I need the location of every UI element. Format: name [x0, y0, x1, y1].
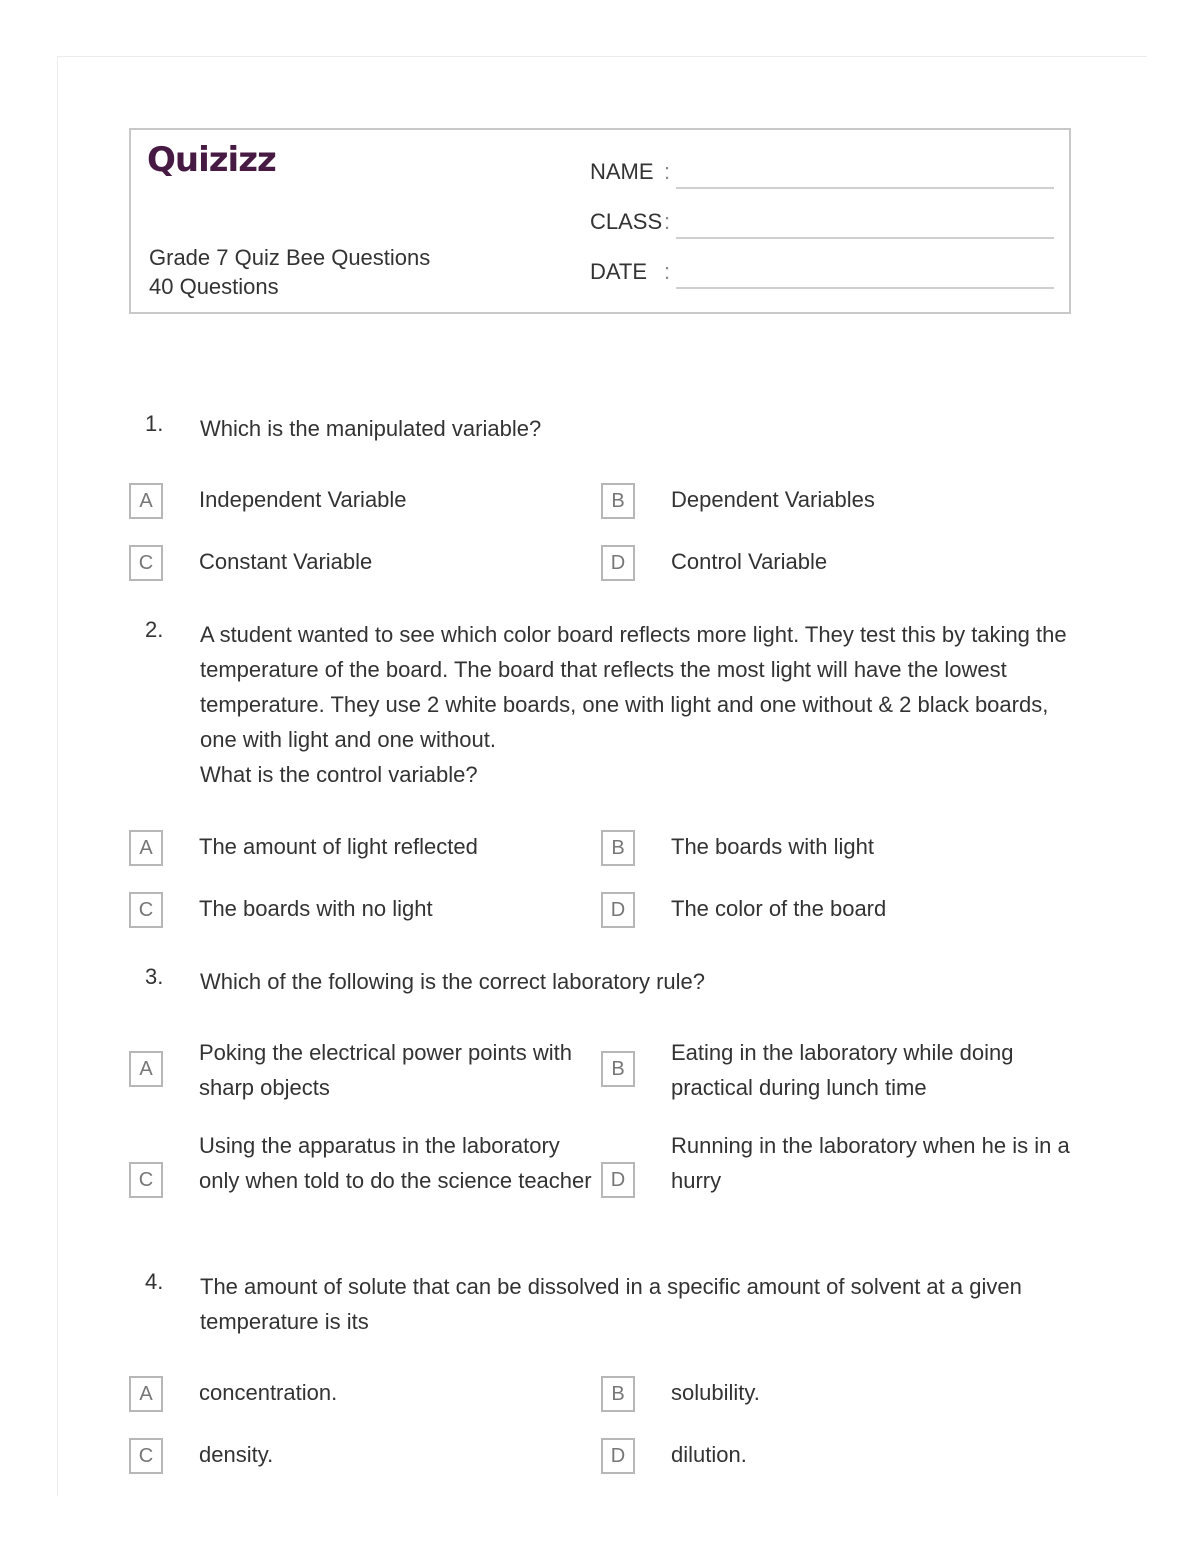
option-text: Running in the laboratory when he is in a hurry: [671, 1133, 1070, 1193]
option-text: dilution.: [671, 1442, 747, 1467]
page-edge: [57, 56, 58, 1496]
question-text: Which of the following is the correct laboratory rule?: [200, 969, 706, 994]
option-text: Independent Variable: [199, 487, 407, 512]
class-label: CLASS: [590, 209, 663, 234]
option-letter-box[interactable]: B: [601, 1051, 635, 1087]
option-text: The color of the board: [671, 896, 887, 921]
option-letter-box[interactable]: A: [129, 483, 163, 519]
option-text: solubility.: [671, 1380, 760, 1405]
option-text: Constant Variable: [199, 549, 373, 574]
question-text: A student wanted to see which color board reflects more light. They test this by taking the temperature of the board. The board that reflects the most light will have the lowest temperature. They use 2 white boards, one with light and one without & 2 black boards, one with light and one without. What is the control variable?: [200, 622, 1067, 787]
class-field: [590, 209, 1060, 239]
option-letter-box[interactable]: B: [601, 830, 635, 866]
date-field: [590, 259, 1060, 289]
option-letter-box[interactable]: B: [601, 1376, 635, 1412]
question-number: 3.: [145, 964, 164, 989]
class-line[interactable]: [676, 237, 1054, 239]
date-label: DATE: [590, 259, 648, 284]
question-text: The amount of solute that can be dissolved in a specific amount of solvent at a given temperature is its: [200, 1274, 1022, 1334]
option-letter-box[interactable]: C: [129, 892, 163, 928]
name-colon: :: [664, 159, 671, 184]
option-text: The boards with no light: [199, 896, 433, 921]
question-number: 2.: [145, 617, 164, 642]
option-text: The boards with light: [671, 834, 874, 859]
option-letter-box[interactable]: C: [129, 1438, 163, 1474]
option-letter-box[interactable]: A: [129, 1376, 163, 1412]
question-count: 40 Questions: [149, 274, 279, 299]
date-line[interactable]: [676, 287, 1054, 289]
name-field: [590, 159, 1060, 189]
option-text: Control Variable: [671, 549, 828, 574]
option-letter-box[interactable]: B: [601, 483, 635, 519]
option-letter-box[interactable]: D: [601, 1162, 635, 1198]
option-letter-box[interactable]: C: [129, 545, 163, 581]
quizizz-logo: Quizizz: [147, 140, 276, 180]
option-letter-box[interactable]: A: [129, 830, 163, 866]
name-line[interactable]: [676, 187, 1054, 189]
option-letter-box[interactable]: D: [601, 545, 635, 581]
option-text: Using the apparatus in the laboratory only when told to do the science teacher: [199, 1133, 592, 1193]
option-text: The amount of light reflected: [199, 834, 478, 859]
question-number: 1.: [145, 411, 164, 436]
name-label: NAME: [590, 159, 654, 184]
class-colon: :: [664, 209, 671, 234]
date-colon: :: [664, 259, 671, 284]
page-edge: [57, 56, 1147, 57]
option-text: Dependent Variables: [671, 487, 875, 512]
question-text: Which is the manipulated variable?: [200, 416, 542, 441]
option-text: density.: [199, 1442, 274, 1467]
option-text: Eating in the laboratory while doing practical during lunch time: [671, 1040, 1014, 1100]
question-number: 4.: [145, 1269, 164, 1294]
option-letter-box[interactable]: D: [601, 1438, 635, 1474]
quiz-title-block: [149, 243, 430, 301]
option-text: Poking the electrical power points with sharp objects: [199, 1040, 572, 1100]
option-letter-box[interactable]: A: [129, 1051, 163, 1087]
option-text: concentration.: [199, 1380, 338, 1405]
option-letter-box[interactable]: C: [129, 1162, 163, 1198]
quiz-title: Grade 7 Quiz Bee Questions: [149, 245, 431, 270]
option-letter-box[interactable]: D: [601, 892, 635, 928]
